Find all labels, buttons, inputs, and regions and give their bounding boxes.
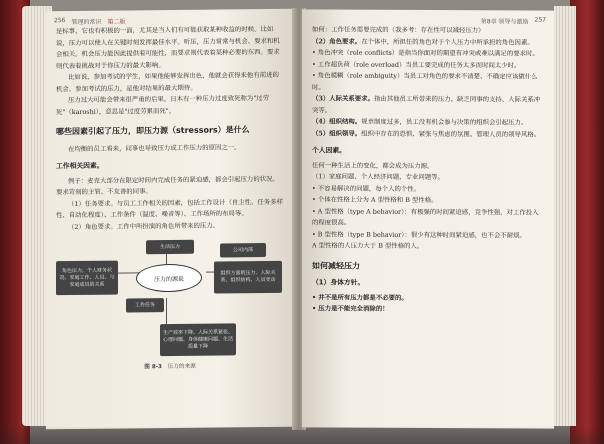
right-page-body: [302, 24, 554, 316]
list-item: • 压力是不能完全消除的！: [312, 304, 389, 313]
left-page-number: 256: [54, 17, 66, 25]
right-running-title: 第8章 领导与激励: [480, 18, 529, 26]
diagram-box: 角色压力，个人财务状况、家庭工作、人员、与家庭成员的关系: [56, 261, 118, 296]
diagram-box: 生活压力: [146, 240, 194, 255]
item-label: • 角色冲突（role conflicts）: [312, 48, 399, 57]
list-item: [312, 70, 544, 94]
section-title: 哪些因素引起了压力，即压力源（stressors）是什么: [56, 125, 250, 137]
subsection-title: （1）身体方针。: [312, 278, 365, 287]
left-running-title: 管理的常识: [71, 18, 102, 27]
diagram-connector: [166, 298, 167, 326]
paragraph: 如何：工作任务需要完成的（我多考：存在性可以减轻压力）: [312, 25, 485, 35]
item-label: （4）组织结构。: [312, 117, 362, 126]
right-page-header: [302, 9, 554, 25]
item-text: 当员工对角色的要求不清楚、不确定应该做什么时。: [312, 71, 538, 91]
item-text: 在个体中，所担任的角色对于个人压力中所承担的角色因素。: [361, 37, 534, 47]
list-item: [312, 93, 544, 117]
figure-title: 压力的来源: [167, 363, 196, 371]
diagram-box: 工作任务: [126, 298, 164, 312]
list-item: • B 型性格（type B behavior）：很少有这种时间紧迫感，也不会不耐烦。: [312, 229, 526, 240]
right-page-number: 257: [534, 16, 546, 24]
personal-factors-title: 个人因素。: [312, 146, 346, 155]
subsection-title: 工作相关因素。: [56, 161, 104, 171]
list-item: [312, 47, 544, 60]
list-item: [312, 116, 544, 129]
list-item: • 并不是所有压力都是不必要的。: [312, 292, 408, 302]
item-text: 规章制度过多，员工没有机会参与决策的组织会引起压力。: [361, 117, 528, 127]
right-page: [302, 9, 554, 428]
item-label: • 角色模糊（role ambiguity）: [312, 71, 404, 80]
diagram-center-node: 压力的源泉: [136, 264, 202, 293]
list-item: [312, 128, 544, 141]
paragraph: 比如说，参加考试的学生，如果他能够发挥出色，他就会获得来他有前进的机会。参加考试的压力，是他对结果的最大期待。: [56, 70, 279, 93]
bottom-shadow: [0, 426, 604, 444]
section-title: 如何减轻压力: [312, 260, 360, 271]
diagram-box: 生产效率下降、人际关系紧张、心理问题、身体健康问题、生活质量下降: [160, 323, 236, 356]
list-item: • A 型性格（type A behavior）：有极强的时间紧迫感，竞争性强，对工作投入的程度很高。: [312, 206, 539, 227]
diagram-box: 公司内部: [220, 243, 266, 257]
item-label: • 工作超负荷（role overload）: [312, 59, 406, 69]
list-item: （1）家庭问题、个人经济问题、专业问题等。: [312, 172, 444, 182]
item-label: （3）人际关系要求。: [312, 94, 374, 103]
item-text: 指由其他员工所带来的压力。缺乏同事的支持、人际关系冲突等。: [312, 94, 541, 114]
paragraph: （2）角色要求。工作中所扮演的角色所带来的压力。: [68, 220, 220, 231]
left-page-body: [46, 24, 294, 234]
item-text: 组织中存在的恐惧、紧张与焦虑的氛围。管理人员的领导风格。: [361, 129, 541, 139]
stress-sources-diagram: [56, 237, 284, 361]
list-item: • 个体在性格上分为 A 型性格和 B 型性格。: [312, 195, 438, 205]
paragraph: 例子：麦克大部分在限定时间内完成任务的紧迫感，都会引起压力的状况。要求苛刻的主管、不友善的同事。: [56, 174, 279, 197]
figure-caption: [46, 361, 294, 372]
list-item: • 不容易解决的问题，每个人的个性。: [312, 183, 421, 193]
list-item: 任何一种生活上的变化，都会成为压力源。: [312, 160, 434, 170]
diagram-box: 组织方面的压力、人际关系、组织结构、人员变动: [214, 261, 282, 294]
item-label: （5）组织领导。: [312, 128, 362, 138]
paragraph: 压力过大可能会带来很严重的后果。日本有一种压力过度致死称为"过劳死"（karoshi），意思是"过度劳累而死"。: [56, 93, 270, 116]
item-text: 当员工要完成的任务太多而时间太少时。: [405, 60, 521, 69]
section-intro: 在均衡的员工看来，同事也导致压力或工作压力的原因之一。: [68, 142, 241, 153]
figure-number: 图 8-3: [144, 364, 162, 371]
left-running-tag: 第二版: [107, 18, 126, 26]
list-item: A 型性格的人压力大于 B 型性格的人。: [312, 241, 424, 250]
item-text: 是指当你面对的期望有冲突或难以满足的要求时。: [398, 48, 539, 58]
left-page: [46, 9, 294, 430]
paragraph: 是标事，它也有积极的一面，尤其是当人们有可能获取某种收益的时候。比如说，压力可以使人在关键时刻发挥最佳水平。听压，压力常常与机会、要求和机会相关。机会压力能因此提供着可能性，而要求则代表着某种必要的东西。要求则代表着挑战对于你压力的最大影响。: [56, 24, 280, 70]
right-page-stack: [554, 6, 576, 426]
item-label: （2）角色要求。: [312, 36, 362, 46]
paragraph: （1）任务要求。与员工工作相关的因素，包括工作设计（自主性、任务多样性、自动化程度）、工作条件（温度、噪音等）、工作场所的布局等。: [56, 197, 283, 220]
